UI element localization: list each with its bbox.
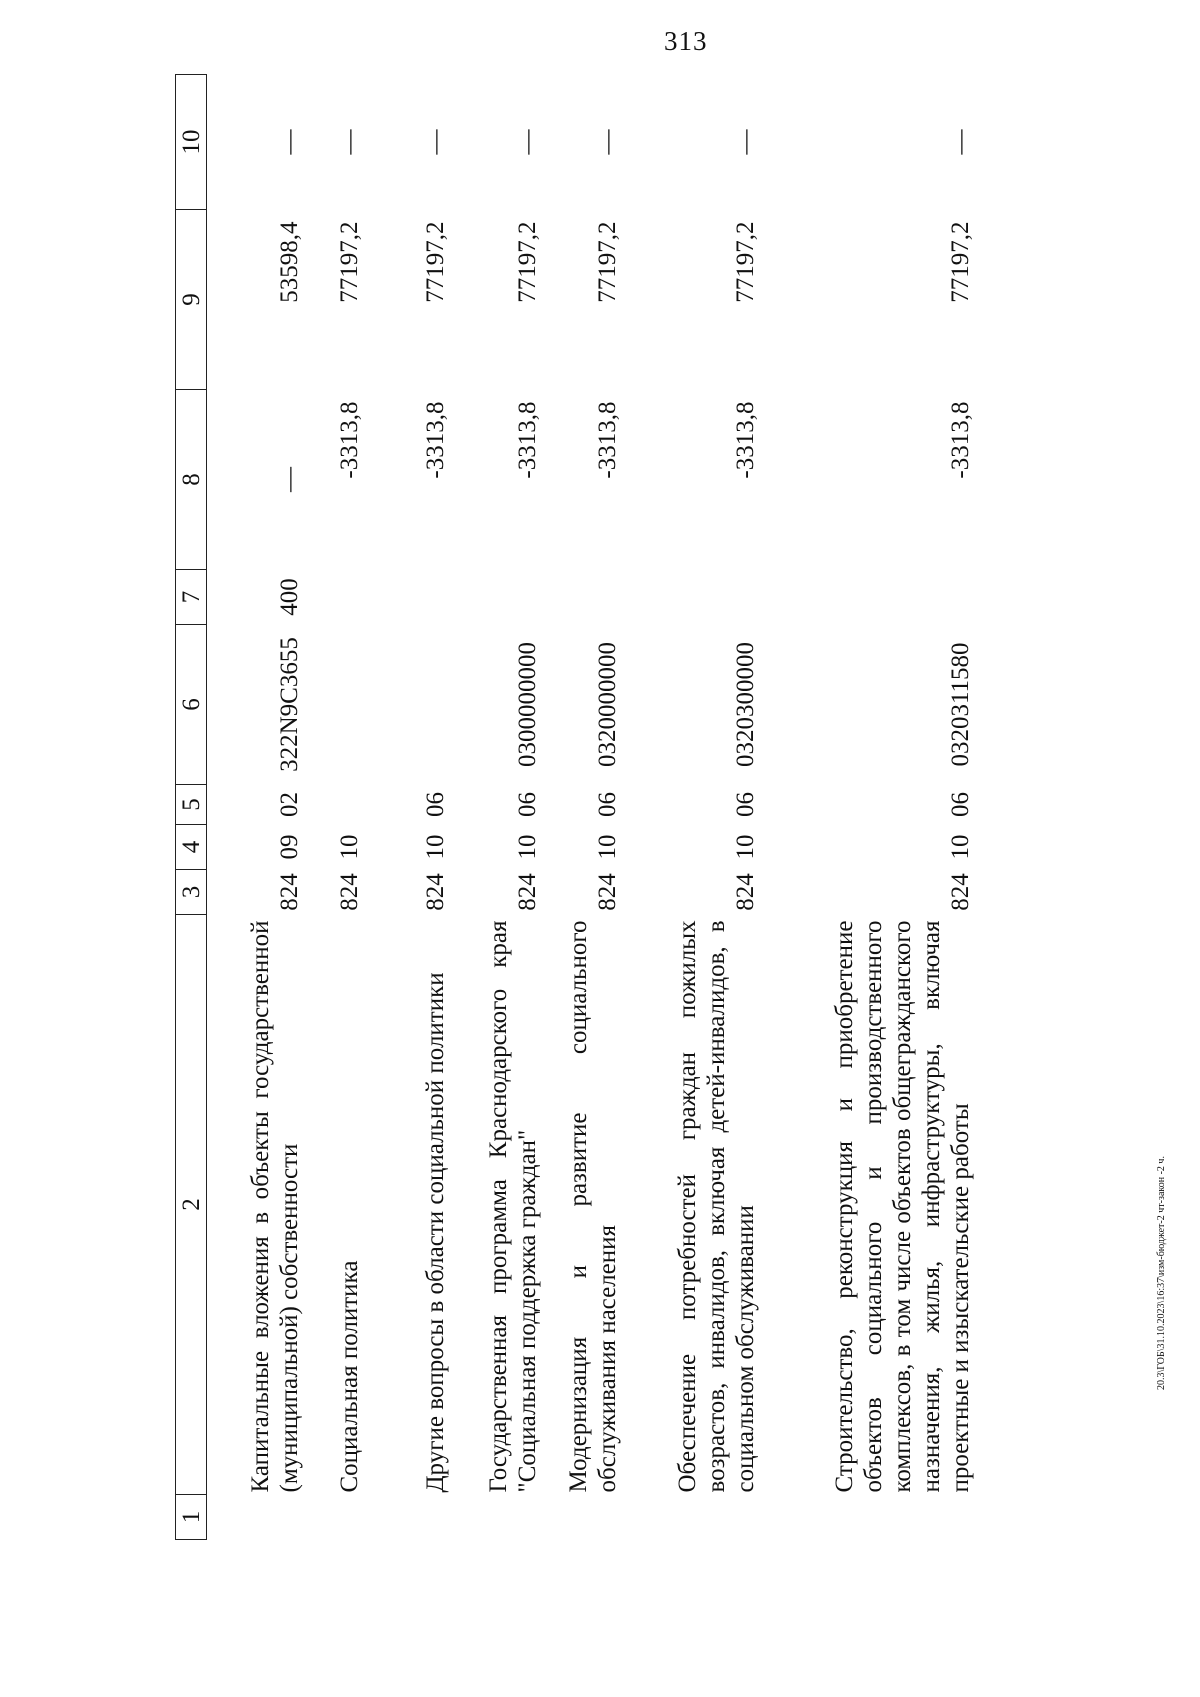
cell-c9: 77197,2: [421, 221, 449, 303]
rotated-budget-table-container: [175, 75, 1055, 1540]
cell-c10: —: [593, 129, 621, 155]
empty-cell: [364, 1495, 450, 1540]
cell-c7: [304, 570, 364, 625]
cell-c5: [304, 785, 364, 825]
cell-c7: [364, 570, 450, 625]
column-header: 5: [176, 785, 207, 825]
cell-c8: -3313,8: [593, 401, 621, 479]
row-name: Модернизация и развитие социального обслуживания населения: [564, 920, 621, 1493]
budget-table: [175, 74, 975, 1540]
cell-c7: [542, 570, 622, 625]
cell-c6: [364, 625, 450, 785]
cell-c7: 400: [275, 578, 303, 616]
cell-c6: 0320300000: [731, 642, 759, 767]
cell-c9: 77197,2: [513, 221, 541, 303]
cell-c9: 77197,2: [731, 221, 759, 303]
cell-c5: 06: [421, 792, 449, 817]
cell-c3: 824: [275, 873, 303, 911]
table-row: [542, 75, 622, 1540]
cell-c7: [760, 570, 975, 625]
cell-c6: 0320000000: [593, 642, 621, 767]
table-body: [207, 75, 975, 1540]
cell-c8: -3313,8: [421, 401, 449, 479]
table-row: [450, 75, 542, 1540]
cell-c10: —: [421, 129, 449, 155]
table-row: [304, 75, 364, 1540]
cell-c4: 10: [335, 834, 363, 860]
cell-c7: [450, 570, 542, 625]
cell-c4: 10: [421, 834, 449, 860]
table-row: [364, 75, 450, 1540]
row-name: Социальная политика: [335, 1260, 363, 1493]
column-header: 1: [176, 1495, 207, 1540]
cell-c9: 77197,2: [946, 221, 974, 303]
cell-c4: 10: [731, 834, 759, 860]
cell-c5: 06: [946, 792, 974, 817]
cell-c6: 322N9С3655: [275, 637, 303, 772]
cell-c6: [304, 625, 364, 785]
column-header: 10: [176, 75, 207, 210]
cell-c3: 824: [731, 873, 759, 911]
cell-c3: 824: [335, 873, 363, 911]
column-header: 3: [176, 870, 207, 915]
cell-c5: 06: [513, 792, 541, 817]
empty-cell: [622, 1495, 760, 1540]
cell-c9: 53598,4: [275, 221, 303, 303]
table-row: [760, 75, 975, 1540]
cell-c6: 0320311580: [946, 642, 974, 767]
cell-c9: 77197,2: [593, 221, 621, 303]
row-name: Капитальные вложения в объекты государственной (муниципальной) собственности: [246, 920, 303, 1493]
empty-cell: [207, 1495, 304, 1540]
cell-c8: -3313,8: [946, 401, 974, 479]
cell-c8: —: [275, 467, 303, 492]
row-name: Другие вопросы в области социальной политики: [421, 972, 449, 1493]
header-row: [176, 75, 207, 1540]
cell-c8: -3313,8: [513, 401, 541, 479]
cell-c5: 06: [593, 792, 621, 817]
page-number: 313: [664, 26, 708, 56]
cell-c4: 10: [513, 834, 541, 860]
row-name: Строительство, реконструкция и приобретение объектов социального и производственного комплексов, в том числе объектов общегражданского назначения, жилья, инфраструктуры, включая проектные и изыскательские работы: [830, 920, 974, 1493]
cell-c4: 09: [275, 834, 303, 860]
cell-c8: -3313,8: [731, 401, 759, 479]
cell-c7: [622, 570, 760, 625]
footer-document-code: 20.3\ГОБ\31.10.2023\16:37\изм-бюджет-2 чт-закон -2 ч.: [1156, 1156, 1167, 1390]
cell-c5: 02: [275, 792, 303, 817]
column-header: 8: [176, 390, 207, 570]
cell-c10: —: [513, 129, 541, 155]
column-header: 4: [176, 825, 207, 870]
empty-cell: [450, 1495, 542, 1540]
cell-c4: 10: [946, 834, 974, 860]
cell-c4: 10: [593, 834, 621, 860]
cell-c3: 824: [513, 873, 541, 911]
table-row: [207, 75, 304, 1540]
cell-c3: 824: [593, 873, 621, 911]
cell-c8: -3313,8: [335, 401, 363, 479]
cell-c10: —: [731, 129, 759, 155]
cell-c10: —: [335, 129, 363, 155]
column-header: 9: [176, 210, 207, 390]
table-row: [622, 75, 760, 1540]
table-header: [176, 75, 207, 1540]
cell-c3: 824: [946, 873, 974, 911]
cell-c9: 77197,2: [335, 221, 363, 303]
cell-c5: 06: [731, 792, 759, 817]
empty-cell: [542, 1495, 622, 1540]
column-header: 2: [176, 915, 207, 1495]
column-header: 6: [176, 625, 207, 785]
column-header: 7: [176, 570, 207, 625]
empty-cell: [760, 1495, 975, 1540]
row-name: Государственная программа Краснодарского края "Социальная поддержка граждан": [484, 920, 541, 1493]
cell-c3: 824: [421, 873, 449, 911]
row-name: Обеспечение потребностей граждан пожилых возрастов, инвалидов, включая детей-инвалидов, в социальном обслуживании: [673, 920, 759, 1493]
cell-c10: —: [946, 129, 974, 155]
cell-c6: 0300000000: [513, 642, 541, 767]
empty-cell: [304, 1495, 364, 1540]
cell-c10: —: [275, 129, 303, 155]
